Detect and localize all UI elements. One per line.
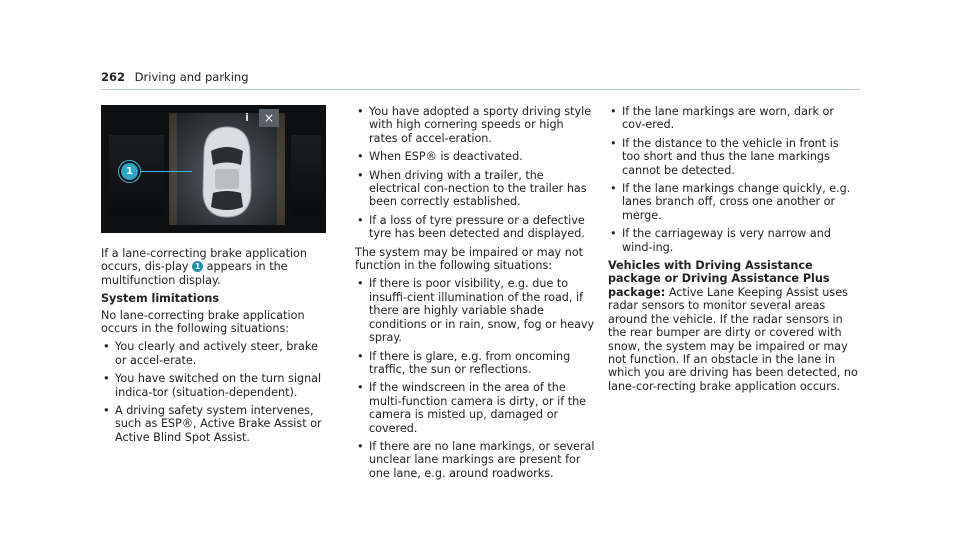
list-item: • You clearly and actively steer, brake or accel-erate. (101, 340, 326, 367)
impaired-lead: The system may be impaired or may not function in the following situations: (355, 245, 584, 273)
driving-assistance-paragraph (608, 259, 860, 393)
list-item: • If a loss of tyre pressure or a defective tyre has been detected and displayed. (355, 214, 595, 241)
display-center-view (169, 113, 285, 225)
list-item: • If there are no lane markings, or several unclear lane markings are present for one lane, e.g. around roadworks. (355, 440, 595, 480)
list-item: • When ESP® is deactivated. (355, 150, 595, 163)
column-1 (101, 105, 326, 449)
list-item: • If the carriageway is very narrow and wind-ing. (608, 227, 860, 254)
list-item: • You have switched on the turn signal indica-tor (situation-dependent). (101, 372, 326, 399)
page-number: 262 (101, 70, 126, 84)
column-3 (608, 105, 860, 398)
car-top-view-icon (169, 113, 285, 225)
col2-bullet-list-a (355, 105, 595, 241)
display-side-panel-right (291, 135, 321, 215)
list-item: • When driving with a trailer, the electrical con-nection to the trailer has been correctly established. (355, 169, 595, 209)
system-limitations-heading: System limitations (101, 292, 220, 306)
marker-leader-line (140, 171, 192, 172)
page-header (101, 70, 249, 84)
multifunction-display-figure (101, 105, 326, 233)
info-icon: i (245, 111, 249, 124)
column-2 (355, 105, 595, 485)
driving-assistance-heading: Vehicles with Driving Assistance package or Driving Assistance Plus package: (608, 259, 830, 299)
list-item: • If the windscreen in the area of the multi-function camera is dirty, or if the camera is misted up, damaged or covered. (355, 381, 595, 435)
intro-text-end: appears in the multifunction display. (101, 260, 288, 287)
header-rule (101, 89, 860, 90)
callout-marker-1: 1 (121, 163, 138, 180)
list-item: • If the lane markings change quickly, e.g. lanes branch off, cross one another or merge. (608, 182, 860, 222)
section-title: Driving and parking (134, 70, 249, 84)
list-item: • If there is poor visibility, e.g. due to insuffi-cient illumination of the road, if there are highly variable shade conditions or in rain, snow, fog or heavy spray. (355, 277, 595, 344)
list-item: • If the distance to the vehicle in front is too short and thus the lane markings cannot be detected. (608, 137, 860, 177)
col2-bullet-list-b (355, 277, 595, 480)
inline-marker-1: 1 (192, 261, 203, 272)
driving-assistance-body: Active Lane Keeping Assist uses radar sensors to monitor several areas around the vehicle. If the radar sensors in the rear bumper are dirty or covered with snow, the system may be impaired or may not function. If an obstacle in the lane in which you are driving has been detected, no lane-cor-recting brake application occurs. (608, 285, 858, 393)
intro-paragraph (101, 247, 326, 287)
col3-bullet-list (608, 105, 860, 254)
limitations-lead: No lane-correcting brake application occurs in the following situations: (101, 308, 305, 336)
list-item: • If the lane markings are worn, dark or cov-ered. (608, 105, 860, 132)
intro-text-start: If a lane-correcting brake application occurs, dis-play (101, 247, 307, 274)
list-item: • If there is glare, e.g. from oncoming traffic, the sun or reflections. (355, 350, 595, 377)
list-item: • A driving safety system intervenes, such as ESP®, Active Brake Assist or Active Blind Spot Assist. (101, 404, 326, 444)
col1-bullet-list (101, 340, 326, 444)
list-item: • You have adopted a sporty driving style with high cornering speeds or high rates of accel-eration. (355, 105, 595, 145)
close-icon: × (259, 109, 279, 127)
